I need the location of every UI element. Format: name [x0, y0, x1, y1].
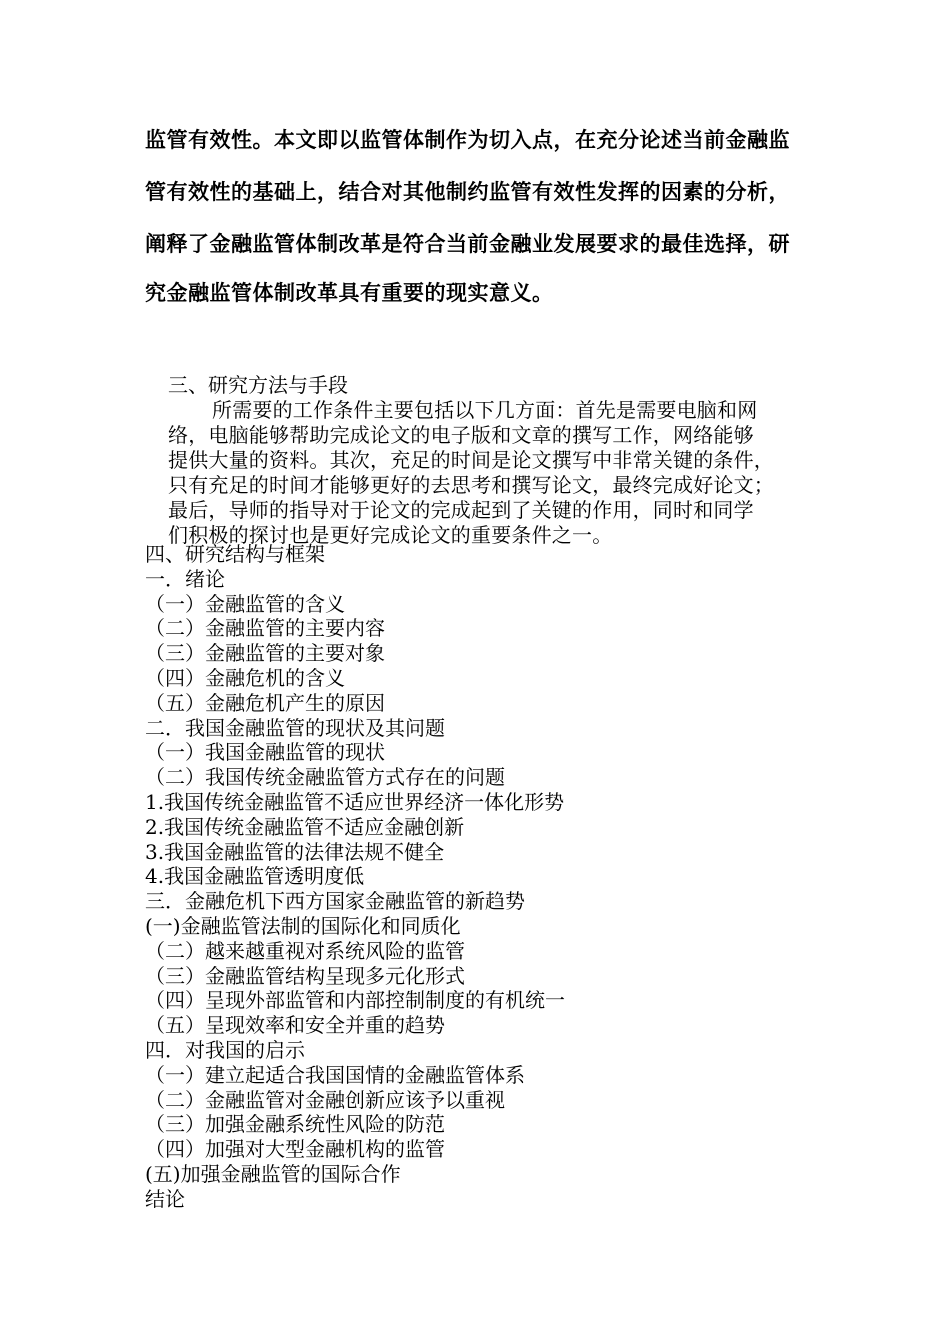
- outline-item: （一）金融监管的含义: [145, 591, 345, 616]
- section-3-title: 三、研究方法与手段: [168, 373, 348, 397]
- outline-item: （二）金融监管对金融创新应该予以重视: [145, 1087, 505, 1112]
- outline-item: 4.我国金融监管透明度低: [145, 864, 365, 889]
- outline-item: （四）呈现外部监管和内部控制制度的有机统一: [145, 988, 565, 1013]
- outline-item: （二）我国传统金融监管方式存在的问题: [145, 765, 505, 790]
- outline-item: （二）金融监管的主要内容: [145, 616, 385, 641]
- section-3-line-3: 提供大量的资料。其次，充足的时间是论文撰写中非常关键的条件，: [168, 448, 774, 472]
- intro-line-2: 管有效性的基础上，结合对其他制约监管有效性发挥的因素的分析，: [145, 179, 790, 204]
- outline-item: （二）越来越重视对系统风险的监管: [145, 938, 465, 963]
- outline-item: （四）加强对大型金融机构的监管: [145, 1137, 445, 1162]
- section-3-line-4: 只有充足的时间才能够更好的去思考和撰写论文，最终完成好论文；: [168, 473, 774, 497]
- section-3-line-2: 络，电脑能够帮助完成论文的电子版和文章的撰写工作，网络能够: [168, 423, 754, 447]
- outline-item: （三）加强金融系统性风险的防范: [145, 1112, 445, 1137]
- outline-item: (五)加强金融监管的国际合作: [145, 1161, 401, 1186]
- outline-item: (一)金融监管法制的国际化和同质化: [145, 913, 461, 938]
- outline-item: 一．绪论: [145, 566, 225, 591]
- intro-line-4: 究金融监管体制改革具有重要的现实意义。: [145, 280, 554, 305]
- outline-item: 1.我国传统金融监管不适应世界经济一体化形势: [145, 789, 565, 814]
- section-4-title: 四、研究结构与框架: [145, 542, 325, 566]
- outline-item: 结论: [145, 1186, 185, 1211]
- outline-item: （一）建立起适合我国国情的金融监管体系: [145, 1062, 525, 1087]
- outline-item: （五）呈现效率和安全并重的趋势: [145, 1013, 445, 1038]
- outline-item: （一）我国金融监管的现状: [145, 740, 385, 765]
- section-3-line-6: 们积极的探讨也是更好完成论文的重要条件之一。: [168, 523, 613, 547]
- intro-line-3: 阐释了金融监管体制改革是符合当前金融业发展要求的最佳选择，研: [145, 231, 790, 256]
- outline-item: （三）金融监管结构呈现多元化形式: [145, 963, 465, 988]
- outline: [145, 542, 565, 1212]
- outline-item: 2.我国传统金融监管不适应金融创新: [145, 814, 465, 839]
- outline-item: 二．我国金融监管的现状及其问题: [145, 715, 445, 740]
- outline-item: 四．对我国的启示: [145, 1037, 305, 1062]
- outline-item: 三．金融危机下西方国家金融监管的新趋势: [145, 889, 525, 914]
- outline-item: （四）金融危机的含义: [145, 665, 345, 690]
- outline-item: （五）金融危机产生的原因: [145, 690, 385, 715]
- outline-item: 3.我国金融监管的法律法规不健全: [145, 839, 445, 864]
- outline-item: （三）金融监管的主要对象: [145, 641, 385, 666]
- section-3-line-1: 所需要的工作条件主要包括以下几方面：首先是需要电脑和网: [212, 398, 758, 422]
- section-3-line-5: 最后，导师的指导对于论文的完成起到了关键的作用，同时和同学: [168, 498, 754, 522]
- intro-line-1: 监管有效性。本文即以监管体制作为切入点，在充分论述当前金融监: [145, 127, 790, 152]
